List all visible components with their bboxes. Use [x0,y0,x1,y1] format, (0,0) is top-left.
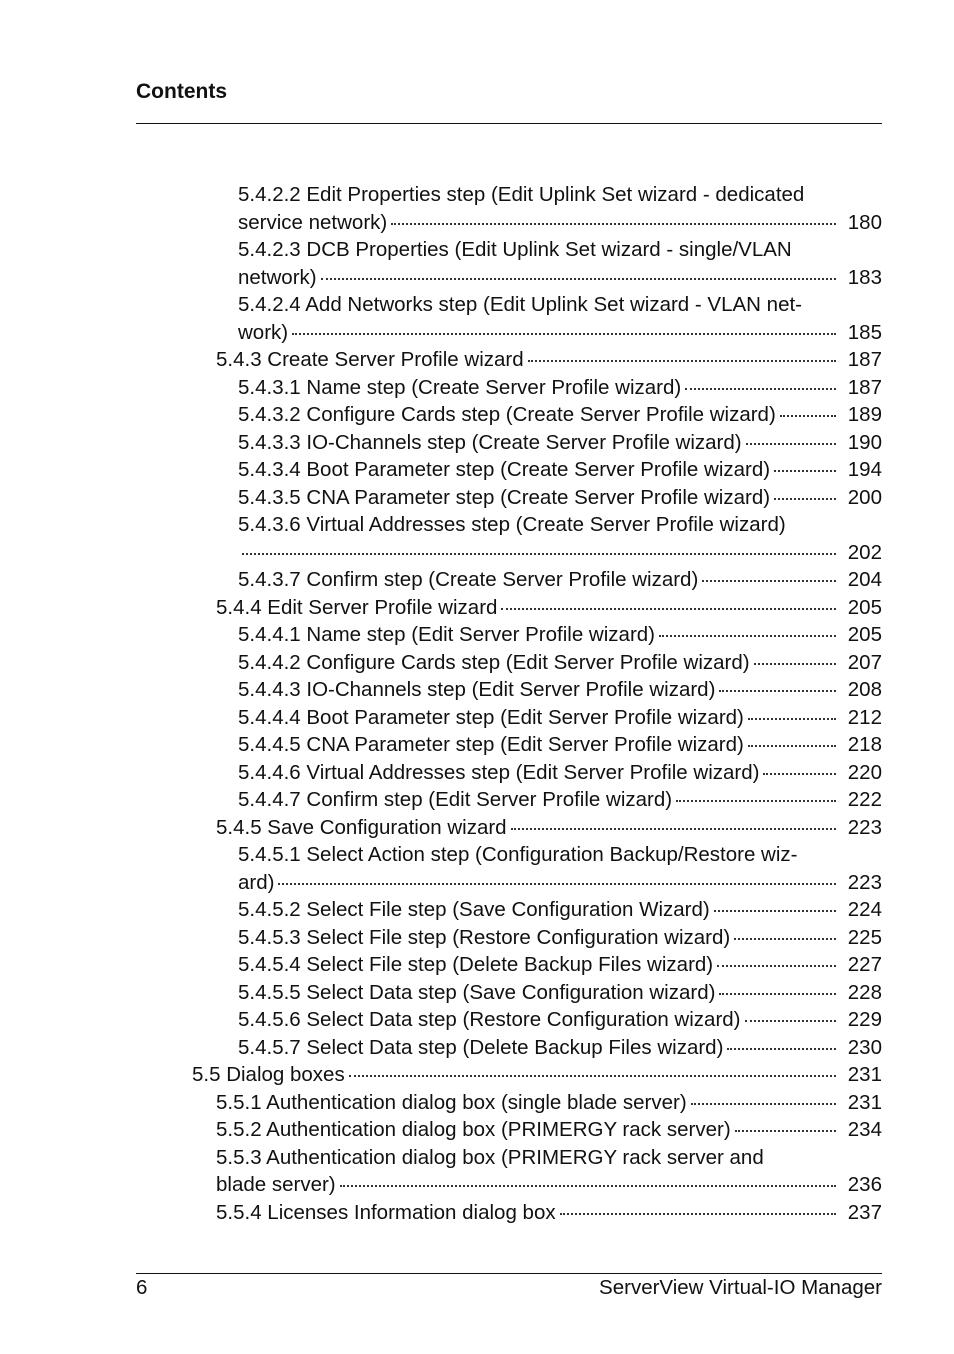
toc-dot-leader [349,1075,836,1077]
toc-page-number: 187 [847,375,882,399]
toc-entry-line [238,401,882,429]
toc-page-number: 204 [847,568,882,591]
toc-entry-line [238,209,882,237]
toc-entry[interactable] [0,1089,954,1117]
toc-entry-title: 5.4.3.5 CNA Parameter step (Create Server Profile wizard) [238,485,771,509]
toc-entry[interactable] [0,676,954,704]
toc-entry-title: 5.4.4.3 IO-Channels step (Edit Server Profile wizard) [238,678,716,701]
toc-page-number: 223 [847,815,882,839]
toc-page-number: 208 [847,678,882,701]
toc-entry[interactable] [0,566,954,594]
toc-dot-leader [391,223,836,225]
toc-entry-title: 5.4.5.7 Select Data step (Delete Backup Files wizard) [238,1035,724,1059]
toc-entry-line [216,1171,882,1199]
toc-page-number: 202 [847,540,882,564]
toc-entry-line [238,484,882,512]
toc-dot-leader [676,800,836,802]
toc-entry-title: 5.5 Dialog boxes [192,1063,345,1086]
toc-entry-title: 5.4.3.7 Confirm step (Create Server Profile wizard) [238,568,699,591]
toc-page-number: 225 [847,925,882,949]
toc-entry-line [238,786,882,814]
toc-entry-title: 5.4.4.2 Configure Cards step (Edit Server Profile wizard) [238,650,750,674]
toc-page-number: 187 [847,348,882,371]
toc-entry[interactable] [0,291,954,346]
toc-dot-leader [774,470,836,472]
toc-entry-title: network) [238,265,317,289]
toc-dot-leader [691,1103,836,1105]
toc-entry[interactable] [0,1006,954,1034]
toc-page-number: 200 [847,485,882,509]
toc-entry-title: 5.4.4.6 Virtual Addresses step (Edit Server Profile wizard) [238,760,760,784]
toc-entry[interactable] [0,896,954,924]
toc-entry-line [238,731,882,759]
toc-page-number: 207 [847,650,882,674]
toc-entry-title: 5.4.3.1 Name step (Create Server Profile wizard) [238,375,682,399]
toc-entry-line [216,346,882,374]
toc-page-number: 229 [847,1008,882,1031]
table-of-contents [0,181,954,1226]
toc-entry-title: ard) [238,870,275,894]
toc-entry-title: 5.4.4.1 Name step (Edit Server Profile wizard) [238,623,655,646]
toc-dot-leader [719,993,836,995]
toc-entry[interactable] [0,236,954,291]
toc-page-number: 228 [847,980,882,1004]
toc-dot-leader [745,1020,836,1022]
toc-entry-title: service network) [238,210,388,234]
toc-entry-title: 5.4.4.5 CNA Parameter step (Edit Server Profile wizard) [238,733,744,756]
toc-entry-title: 5.4.5.6 Select Data step (Restore Configuration wizard) [238,1008,741,1031]
toc-entry-line [238,676,882,704]
toc-entry-title: 5.4.5.5 Select Data step (Save Configuration wizard) [238,980,716,1004]
toc-dot-leader [340,1185,836,1187]
toc-entry-line [238,621,882,649]
toc-entry-line [238,1034,882,1062]
toc-entry[interactable] [0,979,954,1007]
toc-entry[interactable] [0,401,954,429]
toc-entry-line [238,539,882,567]
toc-dot-leader [659,635,836,637]
toc-page-number: 194 [847,458,882,481]
toc-entry-title: 5.4.4 Edit Server Profile wizard [216,595,498,619]
toc-page-number: 190 [847,430,882,454]
toc-entry-line [238,456,882,484]
toc-dot-leader [735,1130,836,1132]
toc-page-number: 220 [847,760,882,784]
toc-entry[interactable] [0,841,954,896]
toc-entry[interactable] [0,181,954,236]
toc-page-number: 205 [847,623,882,646]
toc-entry-title: 5.4.3.2 Configure Cards step (Create Server Profile wizard) [238,403,776,426]
toc-entry[interactable] [0,511,954,566]
toc-entry-title: 5.4.5.4 Select File step (Delete Backup Files wizard) [238,953,714,976]
toc-entry[interactable] [0,1116,954,1144]
toc-entry-line [238,869,882,897]
toc-entry-line [192,1061,882,1089]
toc-entry-line [238,374,882,402]
toc-page-number: 218 [847,733,882,756]
toc-page-number: 236 [847,1173,882,1196]
toc-entry[interactable] [0,759,954,787]
toc-entry[interactable] [0,649,954,677]
toc-page-number: 222 [847,788,882,811]
page-header-title: Contents [136,80,227,103]
toc-entry[interactable] [0,814,954,842]
toc-entry-title: 5.5.4 Licenses Information dialog box [216,1200,556,1224]
toc-entry-line [216,814,882,842]
toc-dot-leader [717,965,836,967]
toc-page-number: 189 [847,403,882,426]
toc-entry[interactable] [0,594,954,622]
toc-dot-leader [780,415,836,417]
toc-page-number: 212 [847,705,882,729]
footer-page-number: 6 [136,1276,148,1299]
toc-dot-leader [685,388,836,390]
toc-entry-line [216,594,882,622]
toc-page-number: 224 [847,898,882,921]
toc-page-number: 183 [847,265,882,289]
toc-entry-title-line: 5.5.3 Authentication dialog box (PRIMERGY rack server and [216,1145,764,1169]
toc-entry[interactable] [0,731,954,759]
toc-dot-leader [727,1048,836,1050]
toc-entry[interactable] [0,621,954,649]
toc-dot-leader [763,773,836,775]
toc-entry-title: 5.4.5.3 Select File step (Restore Configuration wizard) [238,925,731,949]
toc-dot-leader [501,608,836,610]
toc-dot-leader [734,938,836,940]
toc-entry[interactable] [0,704,954,732]
toc-entry-line [216,1116,882,1144]
toc-dot-leader [774,498,836,500]
toc-entry-title-line: 5.4.2.2 Edit Properties step (Edit Uplink Set wizard - dedicated [238,183,805,206]
toc-entry-line [238,319,882,347]
toc-entry-line [238,566,882,594]
toc-dot-leader [754,663,836,665]
toc-entry-title-line: 5.4.2.4 Add Networks step (Edit Uplink Set wizard - VLAN net- [238,293,803,316]
toc-entry-title: 5.4.4.4 Boot Parameter step (Edit Server Profile wizard) [238,705,744,729]
toc-dot-leader [528,360,836,362]
toc-entry-title: 5.4.3.3 IO-Channels step (Create Server Profile wizard) [238,430,742,454]
toc-page-number: 234 [847,1118,882,1141]
toc-entry-title: 5.4.3.4 Boot Parameter step (Create Server Profile wizard) [238,458,771,481]
toc-entry-title: 5.4.3 Create Server Profile wizard [216,348,524,371]
toc-page-number: 223 [847,870,882,894]
toc-entry-line [216,1199,882,1227]
footer-document-title: ServerView Virtual-IO Manager [599,1276,882,1299]
toc-page-number: 231 [847,1063,882,1086]
toc-entry[interactable] [0,429,954,457]
toc-entry-line [238,951,882,979]
toc-entry-line [238,704,882,732]
toc-page-number: 185 [847,320,882,344]
toc-entry-line [238,759,882,787]
toc-page-number: 230 [847,1035,882,1059]
toc-entry[interactable] [0,951,954,979]
toc-dot-leader [242,553,836,555]
toc-dot-leader [292,333,836,335]
toc-entry[interactable] [0,924,954,952]
toc-entry-title-line: 5.4.2.3 DCB Properties (Edit Uplink Set wizard - single/VLAN [238,238,792,261]
header-rule [136,123,882,124]
toc-dot-leader [702,580,836,582]
toc-entry-line [238,896,882,924]
toc-entry-title: 5.5.1 Authentication dialog box (single blade server) [216,1090,687,1114]
toc-page-number: 180 [847,210,882,234]
toc-entry-title: 5.4.5 Save Configuration wizard [216,815,507,839]
toc-entry-title: blade server) [216,1173,336,1196]
toc-entry-title: 5.4.4.7 Confirm step (Edit Server Profile wizard) [238,788,673,811]
toc-dot-leader [714,910,836,912]
toc-entry-line [216,1089,882,1117]
toc-dot-leader [560,1213,836,1215]
toc-entry[interactable] [0,1061,954,1089]
toc-entry-title-line: 5.4.3.6 Virtual Addresses step (Create Server Profile wizard) [238,513,786,536]
toc-page-number: 227 [847,953,882,976]
toc-entry[interactable] [0,484,954,512]
toc-entry[interactable] [0,346,954,374]
toc-dot-leader [321,278,836,280]
toc-dot-leader [278,883,836,885]
toc-entry[interactable] [0,786,954,814]
toc-entry-line [238,979,882,1007]
toc-entry[interactable] [0,456,954,484]
toc-entry-title-line: 5.4.5.1 Select Action step (Configuration Backup/Restore wiz- [238,843,798,866]
toc-entry[interactable] [0,1034,954,1062]
toc-entry[interactable] [0,1144,954,1199]
toc-entry[interactable] [0,1199,954,1227]
toc-dot-leader [719,690,836,692]
toc-entry-title: 5.5.2 Authentication dialog box (PRIMERGY rack server) [216,1118,731,1141]
footer-rule [136,1273,882,1274]
toc-entry-title: 5.4.5.2 Select File step (Save Configuration Wizard) [238,898,710,921]
toc-entry-line [238,1006,882,1034]
toc-dot-leader [746,443,836,445]
toc-page-number: 237 [847,1200,882,1224]
toc-page-number: 205 [847,595,882,619]
toc-dot-leader [748,745,836,747]
toc-entry-line [238,429,882,457]
toc-entry-line [238,264,882,292]
toc-entry-line [238,649,882,677]
toc-entry[interactable] [0,374,954,402]
toc-entry-line [238,924,882,952]
toc-dot-leader [511,828,836,830]
toc-entry-title: work) [238,320,289,344]
toc-dot-leader [748,718,836,720]
toc-page-number: 231 [847,1090,882,1114]
